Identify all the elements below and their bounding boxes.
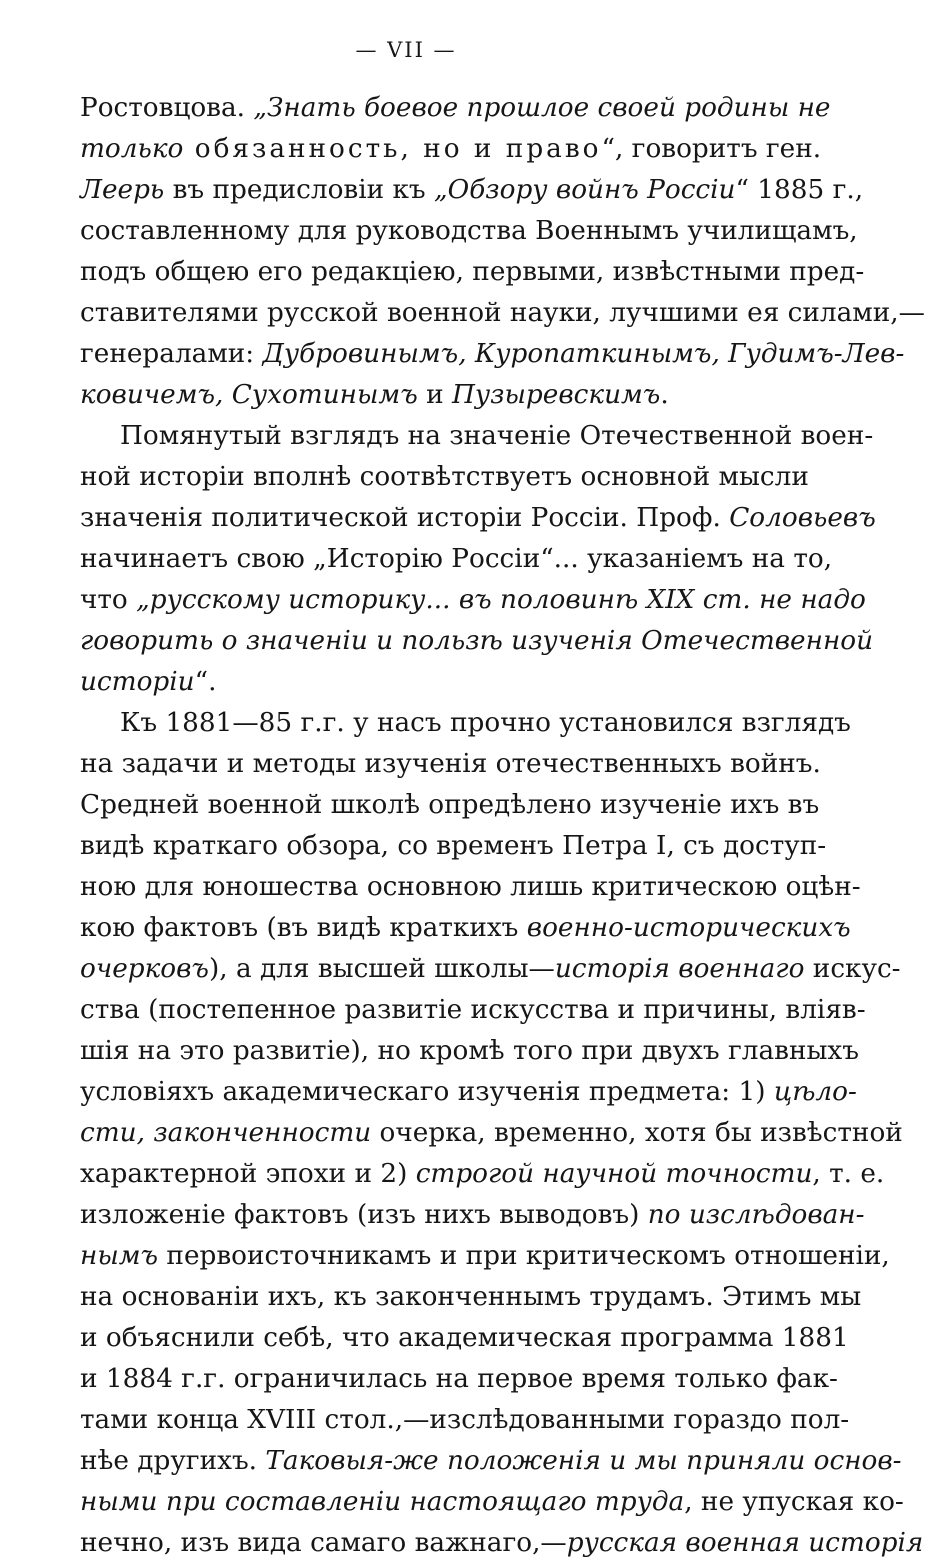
italic-text: „Знать боевое прошлое своей родины не: [253, 93, 831, 123]
text-line: [80, 1523, 924, 1564]
text-segment: шія на это развитіе), но кромѣ того при двухъ главныхъ: [80, 1036, 859, 1066]
text-segment: изложеніе фактовъ (изъ нихъ выводовъ): [80, 1200, 648, 1230]
text-line: [80, 334, 905, 375]
text-segment: генералами:: [80, 339, 263, 369]
text-segment: что: [80, 585, 137, 615]
text-segment: искус-: [804, 954, 901, 984]
text-segment: “.: [194, 667, 217, 697]
text-segment: составленному для руководства Военнымъ училищамъ,: [80, 216, 858, 246]
italic-text: исторія военнаго: [554, 954, 805, 984]
text-segment: ), а для высшей школы—: [208, 954, 555, 984]
text-segment: нѣе другихъ.: [80, 1446, 266, 1476]
text-segment: на основаніи ихъ, къ законченнымъ трудамъ. Этимъ мы: [80, 1282, 862, 1312]
italic-text: русская военная исторія: [566, 1528, 924, 1558]
text-segment: ставителями русской военной науки, лучшими ея силами,—: [80, 298, 925, 328]
italic-text: цѣло-: [773, 1077, 857, 1107]
italic-text: Пузыревскимъ: [451, 380, 661, 410]
text-line: [80, 1195, 865, 1236]
text-line: [80, 826, 827, 867]
text-segment: и 1884 г.г. ограничилась на первое время только фак-: [80, 1364, 838, 1394]
text-segment: , не упуская ко-: [684, 1487, 904, 1517]
italic-text: военно-историческихъ: [526, 913, 851, 943]
text-segment: ной исторіи вполнѣ соотвѣтствуетъ основной мысли: [80, 462, 809, 492]
text-segment: значенія политической исторіи Россіи. Проф.: [80, 503, 730, 533]
text-segment: “ 1885 г.,: [735, 175, 864, 205]
text-segment: подъ общею его редакціею, первыми, извѣстными пред-: [80, 257, 865, 287]
text-segment: характерной эпохи и 2): [80, 1159, 416, 1189]
text-segment: “, говоритъ ген.: [601, 134, 822, 164]
text-segment: Ростовцова.: [80, 93, 254, 123]
text-line: [80, 662, 728, 703]
text-line: [80, 1236, 890, 1277]
italic-text: Дубровинымъ, Куропаткинымъ, Гудимъ-Лев-: [262, 339, 905, 369]
italic-text: очерковъ: [80, 954, 209, 984]
italic-text: ными при составленіи настоящаго труда: [80, 1487, 685, 1517]
text-segment: начинаетъ свою „Исторію Россіи“... указаніемъ на то,: [80, 544, 833, 574]
text-line: [80, 1072, 857, 1113]
text-line: [80, 170, 864, 211]
text-line: [80, 416, 874, 457]
text-line: [80, 949, 901, 990]
text-segment: Къ 1881—85 г.г. у насъ прочно установился взглядъ: [120, 708, 851, 738]
text-line: [80, 785, 820, 826]
text-segment: ною для юношества основною лишь критическою оцѣн-: [80, 872, 861, 902]
text-segment: кою фактовъ (въ видѣ краткихъ: [80, 913, 527, 943]
text-line: [80, 621, 874, 662]
spaced-text: обязанность, но и право: [183, 134, 602, 164]
italic-text: „Обзору войнъ Россіи: [434, 175, 736, 205]
text-line: [80, 498, 876, 539]
text-line: [80, 744, 821, 785]
text-segment: очерка, временно, хотя бы извѣстной: [371, 1118, 903, 1148]
text-segment: тами конца XVIII стол.,—изслѣдованными гораздо пол-: [80, 1405, 850, 1435]
italic-text: по изслѣдован-: [647, 1200, 865, 1230]
text-line: [80, 252, 865, 293]
text-line: [80, 375, 728, 416]
text-line: [80, 580, 866, 621]
italic-text: ковичемъ, Сухотинымъ: [80, 380, 418, 410]
text-line: [80, 703, 851, 744]
italic-text: нымъ: [80, 1241, 159, 1271]
italic-text: строгой научной точности: [415, 1159, 813, 1189]
text-line: [80, 457, 809, 498]
text-segment: видѣ краткаго обзора, со временъ Петра I, съ доступ-: [80, 831, 827, 861]
body-text: [80, 88, 925, 1564]
text-line: [80, 990, 866, 1031]
text-segment: и: [417, 380, 452, 410]
text-line: [80, 88, 831, 129]
text-line: [80, 1441, 902, 1482]
text-segment: нечно, изъ вида самаго важнаго,—: [80, 1528, 567, 1558]
italic-text: Соловьевъ: [729, 503, 876, 533]
text-line: [80, 1277, 862, 1318]
italic-text: сти, законченности: [80, 1118, 372, 1148]
text-segment: Средней военной школѣ опредѣлено изученіе ихъ въ: [80, 790, 820, 820]
text-segment: Помянутый взглядъ на значеніе Отечественной воен-: [120, 421, 874, 451]
text-line: [80, 1359, 838, 1400]
text-line: [80, 1113, 903, 1154]
page-number: — VII —: [355, 38, 457, 62]
text-line: [80, 293, 925, 334]
text-line: [80, 211, 858, 252]
text-segment: на задачи и методы изученія отечественныхъ войнъ.: [80, 749, 821, 779]
text-line: [80, 908, 851, 949]
text-segment: условіяхъ академическаго изученія предмета: 1): [80, 1077, 774, 1107]
text-segment: ства (постепенное развитіе искусства и причины, вліяв-: [80, 995, 866, 1025]
text-line: [80, 1482, 904, 1523]
italic-text: только: [80, 134, 184, 164]
italic-text: Таковыя-же положенія и мы приняли основ-: [265, 1446, 902, 1476]
text-line: [80, 539, 833, 580]
italic-text: „русскому историку... въ половинѣ XIX ст. не надо: [136, 585, 866, 615]
text-line: [80, 1318, 849, 1359]
italic-text: Леерь: [80, 175, 165, 205]
text-line: [80, 1154, 885, 1195]
italic-text: говорить о значеніи и пользѣ изученія Отечественной: [80, 626, 874, 656]
text-segment: первоисточникамъ и при критическомъ отношеніи,: [158, 1241, 890, 1271]
text-line: [80, 867, 861, 908]
text-segment: , т. е.: [812, 1159, 885, 1189]
italic-text: исторіи: [80, 667, 195, 697]
text-segment: въ предисловіи къ: [164, 175, 435, 205]
text-segment: .: [660, 380, 669, 410]
text-segment: и объяснили себѣ, что академическая программа 1881: [80, 1323, 849, 1353]
text-line: [80, 1031, 859, 1072]
text-line: [80, 129, 822, 170]
text-line: [80, 1400, 850, 1441]
